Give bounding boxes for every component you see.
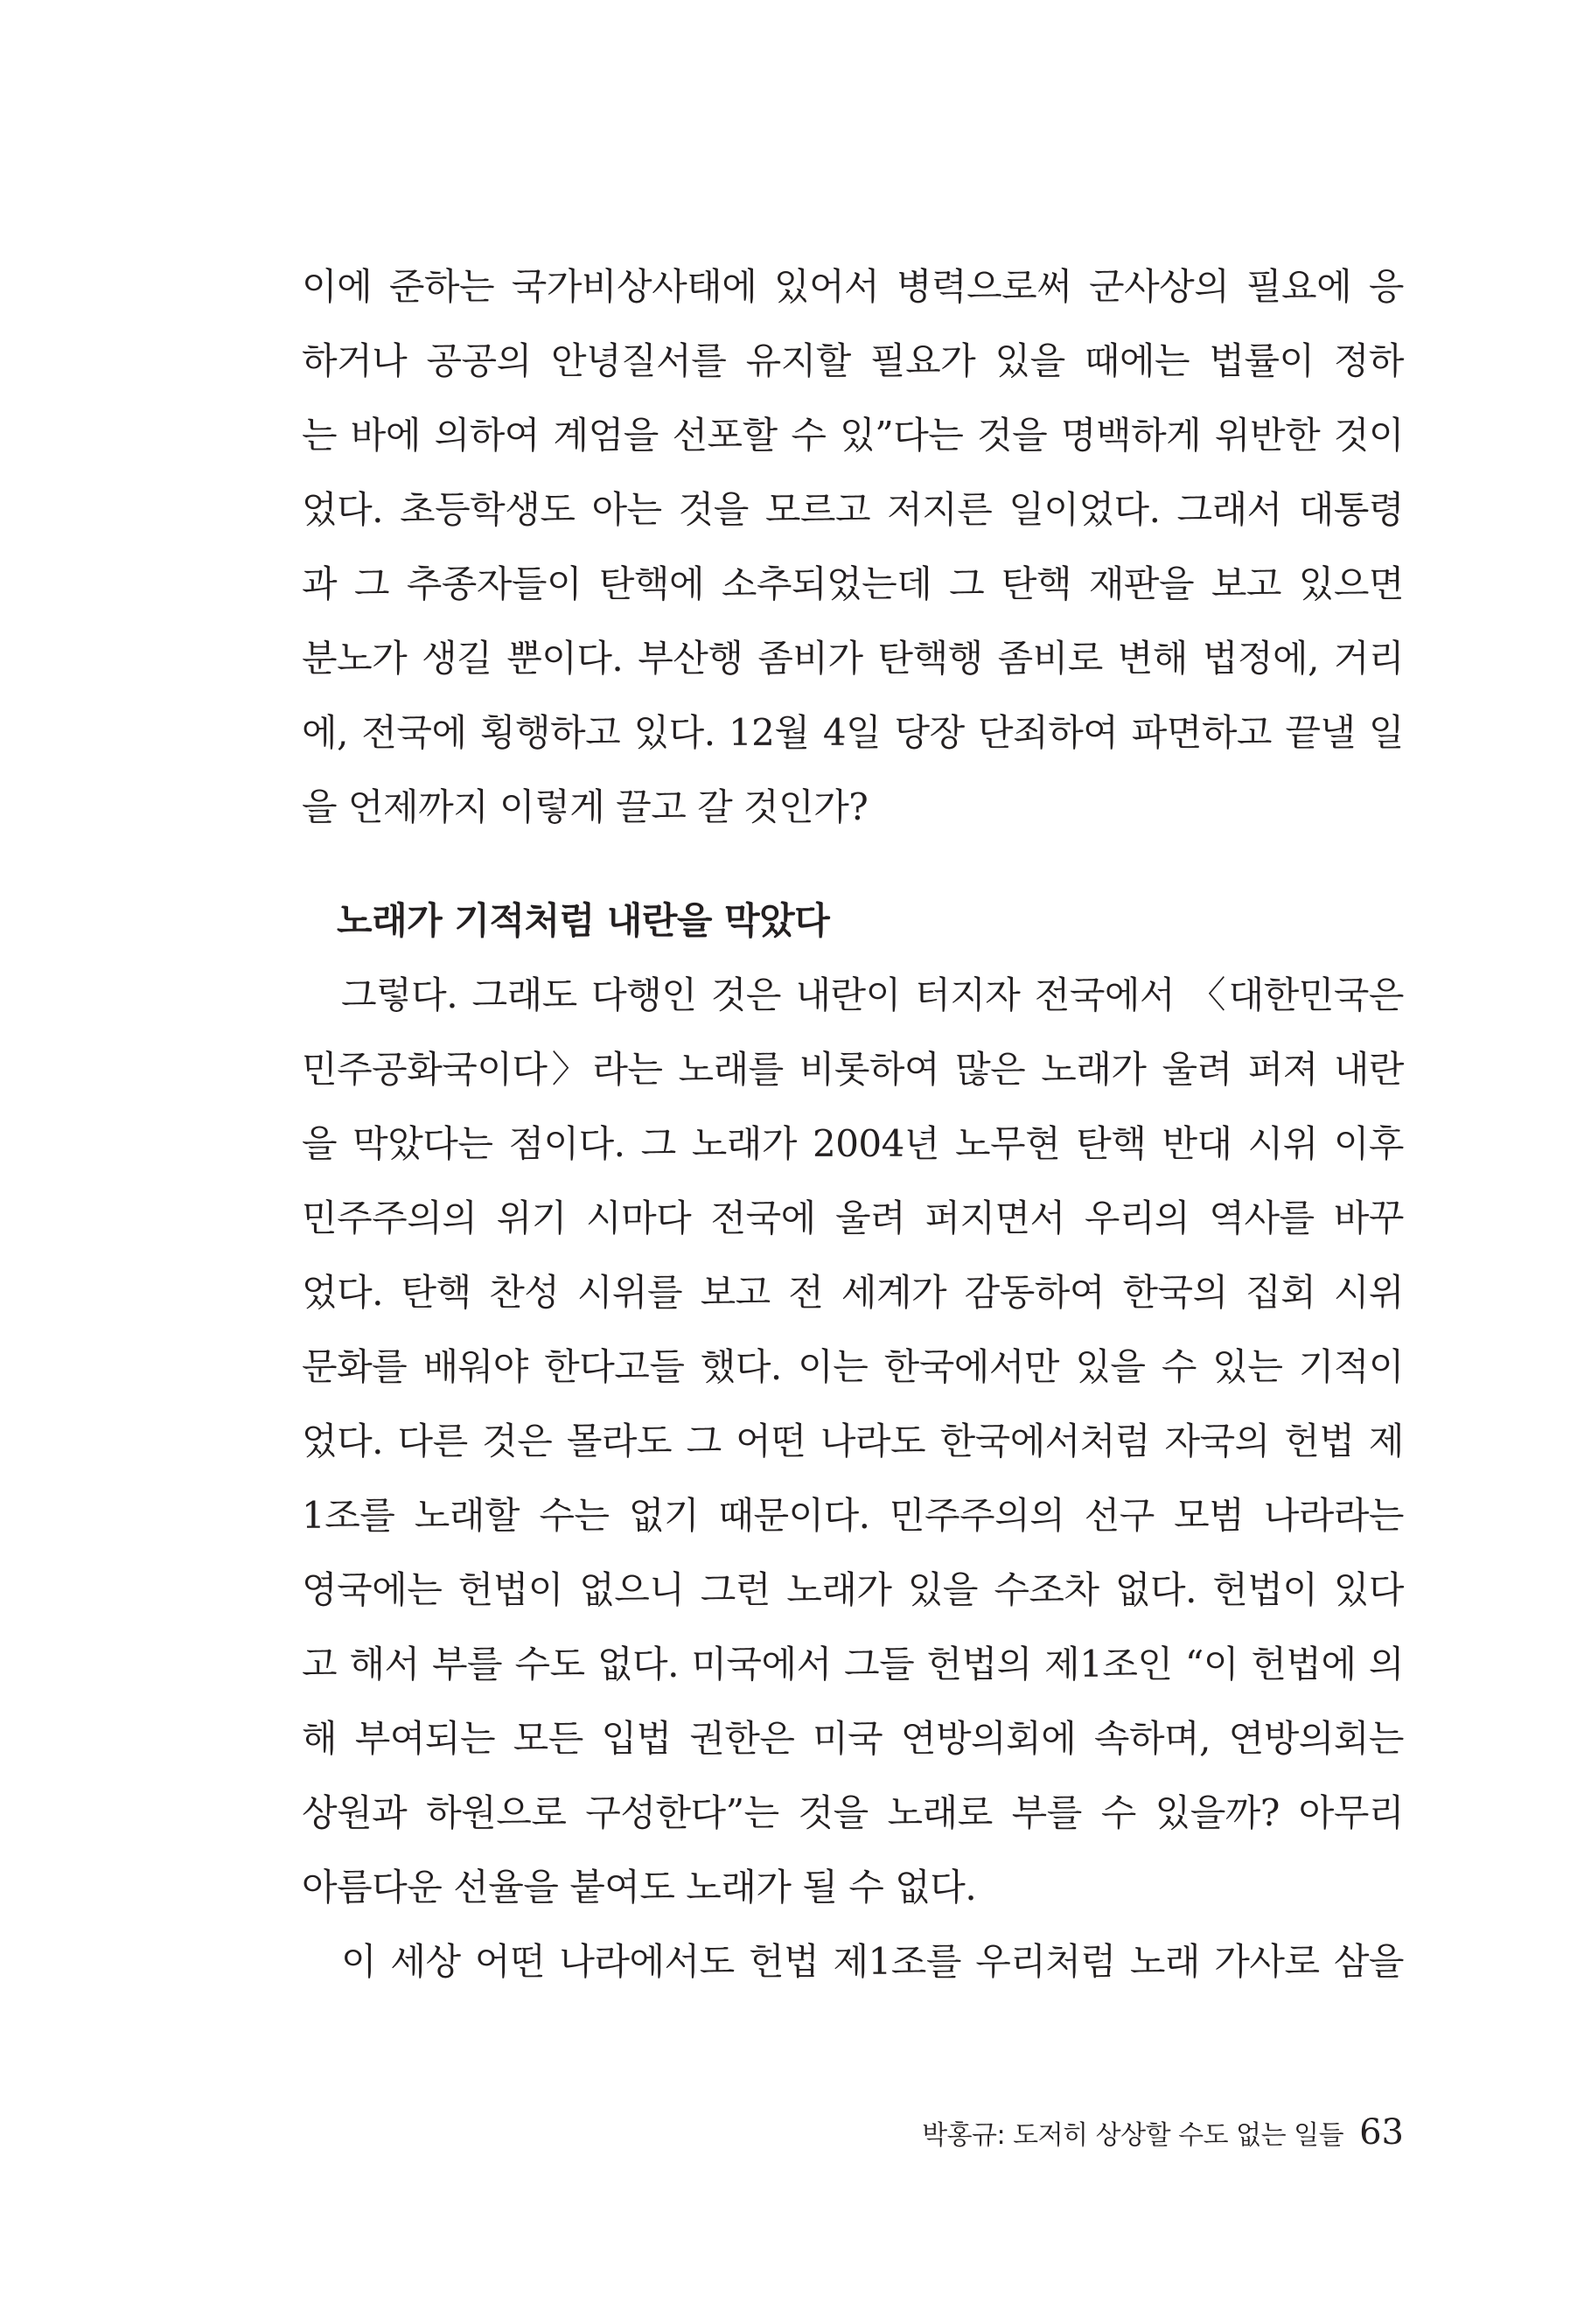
body-line: 이에 준하는 국가비상사태에 있어서 병력으로써 군사상의 필요에 응: [302, 265, 1404, 308]
body-line: 1조를 노래할 수는 없기 때문이다. 민주주의의 선구 모범 나라라는: [302, 1494, 1404, 1537]
body-line: 상원과 하원으로 구성한다”는 것을 노래로 부를 수 있을까? 아무리: [302, 1791, 1404, 1834]
body-line: 었다. 탄핵 찬성 시위를 보고 전 세계가 감동하여 한국의 집회 시위: [302, 1271, 1404, 1314]
body-line: 었다. 다른 것은 몰라도 그 어떤 나라도 한국에서처럼 자국의 헌법 제: [302, 1420, 1404, 1462]
body-line: 그렇다. 그래도 다행인 것은 내란이 터지자 전국에서 〈대한민국은: [341, 974, 1404, 1016]
body-line: 을 막았다는 점이다. 그 노래가 2004년 노무현 탄핵 반대 시위 이후: [302, 1122, 1404, 1165]
body-line: 문화를 배워야 한다고들 했다. 이는 한국에서만 있을 수 있는 기적이: [302, 1345, 1404, 1388]
body-line: 과 그 추종자들이 탄핵에 소추되었는데 그 탄핵 재판을 보고 있으면: [302, 562, 1404, 605]
body-line: 민주공화국이다〉라는 노래를 비롯하여 많은 노래가 울려 퍼져 내란: [302, 1048, 1404, 1091]
body-line: 고 해서 부를 수도 없다. 미국에서 그들 헌법의 제1조인 “이 헌법에 의: [302, 1643, 1404, 1685]
running-footer: [922, 2112, 1404, 2153]
body-line: 에, 전국에 횡행하고 있다. 12월 4일 당장 단죄하여 파면하고 끝낼 일: [302, 711, 1404, 754]
body-line: 을 언제까지 이렇게 끌고 갈 것인가?: [302, 785, 869, 828]
body-line: 아름다운 선율을 붙여도 노래가 될 수 없다.: [302, 1866, 977, 1909]
page-number: 63: [1359, 2112, 1404, 2153]
body-line: 민주주의의 위기 시마다 전국에 울려 퍼지면서 우리의 역사를 바꾸: [302, 1197, 1404, 1239]
body-line: 이 세상 어떤 나라에서도 헌법 제1조를 우리처럼 노래 가사로 삼을: [341, 1940, 1404, 1983]
body-line: 었다. 초등학생도 아는 것을 모르고 저지른 일이었다. 그래서 대통령: [302, 488, 1404, 531]
body-line: 는 바에 의하여 계엄을 선포할 수 있”다는 것을 명백하게 위반한 것이: [302, 414, 1404, 457]
body-line: 하거나 공공의 안녕질서를 유지할 필요가 있을 때에는 법률이 정하: [302, 339, 1404, 382]
body-line: 영국에는 헌법이 없으니 그런 노래가 있을 수조차 없다. 헌법이 있다: [302, 1568, 1404, 1611]
section-heading: 노래가 기적처럼 내란을 막았다: [337, 899, 830, 942]
body-line: 분노가 생길 뿐이다. 부산행 좀비가 탄핵행 좀비로 변해 법정에, 거리: [302, 637, 1404, 680]
body-line: 해 부여되는 모든 입법 권한은 미국 연방의회에 속하며, 연방의회는: [302, 1717, 1404, 1760]
footer-title: 박홍규: 도저히 상상할 수도 없는 일들: [922, 2120, 1344, 2151]
